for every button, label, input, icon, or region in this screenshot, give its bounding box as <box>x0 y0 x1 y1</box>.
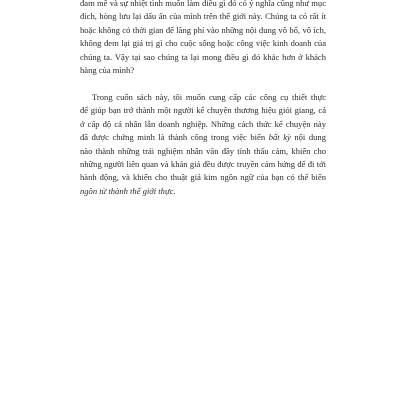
text-line: nào thành những trải nghiệm nhân văn đầy tính thấu cảm, khiến cho <box>80 145 326 156</box>
text-line: để giúp bạn trở thành một người kể chuyện thương hiệu giỏi giang, cả <box>80 105 326 116</box>
body-text <box>80 0 326 198</box>
text-line: không đem lại giá trị gì cho cuộc sống hoặc công việc kinh doanh của <box>80 38 326 49</box>
italic-emphasis: bất kỳ <box>268 132 291 143</box>
text-run: . <box>173 185 176 196</box>
text-line <box>80 131 326 144</box>
text-line: hàng của mình? <box>80 65 135 76</box>
text-run: đã được chứng minh là thành công trong việc biến <box>80 132 269 143</box>
text-run: nội dung <box>290 132 326 143</box>
text-line: hoặc không có thời gian để lãng phí vào những nội dung vô bổ, vô ích, <box>80 24 326 35</box>
text-line: những người liên quan và khán giả đều được truyền cảm hứng để đi tới <box>80 159 326 170</box>
text-line: đích, hòng lưu lại dấu ấn của mình trên thế giới này. Chúng ta có rất ít <box>80 11 326 22</box>
paragraph-1 <box>80 0 326 77</box>
text-line: ở cấp độ cá nhân lẫn doanh nghiệp. Những cách thức kể chuyện này <box>80 118 326 129</box>
text-line: đam mê và sự nhiệt tình muốn làm điều gì đó có ý nghĩa cũng như mục <box>80 0 326 8</box>
text-line <box>80 185 326 198</box>
text-line: chúng ta. Vậy tại sao chúng ta lại mong điều gì đó khác hơn ở khách <box>80 51 326 62</box>
paragraph-2 <box>80 91 326 198</box>
text-line: Trong cuốn sách này, tôi muốn cung cấp các công cụ thiết thực <box>92 92 326 103</box>
italic-emphasis: ngôn từ thành thế giới thực <box>80 185 174 196</box>
paragraph-spacer <box>80 77 326 91</box>
text-line: hành động, và khiến cho thuật giả kim ngôn ngữ của bạn có thể biến <box>80 172 326 183</box>
